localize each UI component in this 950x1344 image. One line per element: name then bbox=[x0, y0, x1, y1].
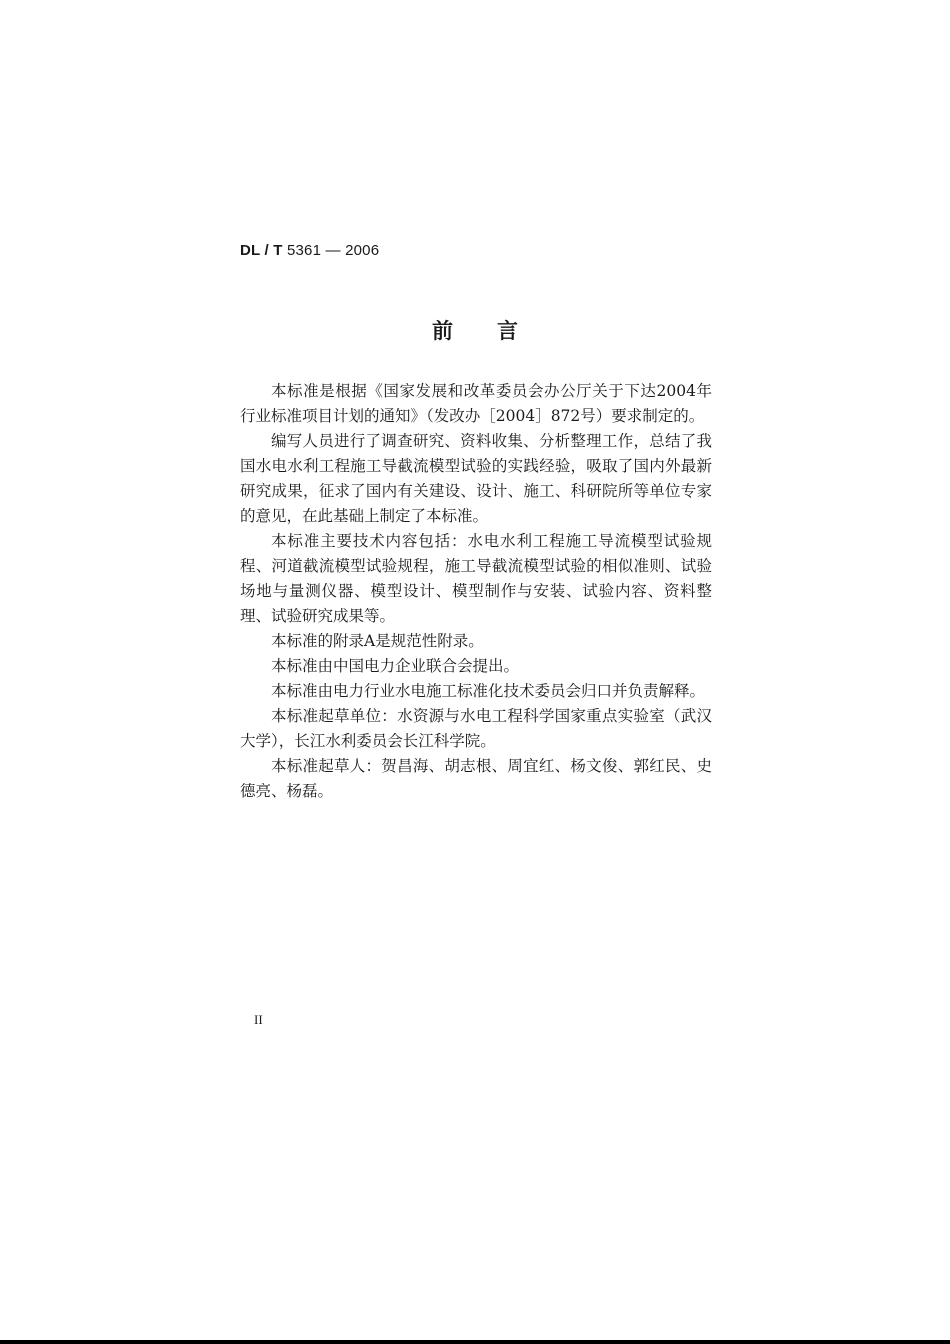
standard-code bbox=[240, 242, 379, 259]
page-number: II bbox=[254, 1012, 263, 1027]
paragraph-basis: 本标准是根据《国家发展和改革委员会办公厅关于下达2004年行业标准项目计划的通知》（发改办［2004］872号）要求制定的。 bbox=[240, 382, 712, 425]
paragraph-appendix: 本标准的附录A是规范性附录。 bbox=[271, 632, 484, 650]
paragraph-proposer: 本标准由中国电力企业联合会提出。 bbox=[271, 657, 520, 675]
foreword-body bbox=[240, 379, 712, 804]
standard-code-prefix: DL / T bbox=[240, 242, 283, 259]
paragraph-interpretation: 本标准由电力行业水电施工标准化技术委员会归口并负责解释。 bbox=[271, 682, 706, 700]
paragraph-main-content: 本标准主要技术内容包括：水电水利工程施工导流模型试验规程、河道截流模型试验规程，施工导截流模型试验的相似准则、试验场地与量测仪器、模型设计、模型制作与安装、试验内容、资料整理、试验研究成果等。 bbox=[240, 532, 712, 625]
title-char-2: 言 bbox=[497, 319, 518, 343]
bottom-border bbox=[0, 1340, 950, 1344]
page-title bbox=[0, 315, 950, 345]
standard-code-number: 5361 — 2006 bbox=[282, 242, 380, 259]
title-char-1: 前 bbox=[432, 319, 453, 343]
paragraph-drafting-process: 编写人员进行了调查研究、资料收集、分析整理工作，总结了我国水电水利工程施工导截流模型试验的实践经验，吸取了国内外最新研究成果，征求了国内有关建设、设计、施工、科研院所等单位专家的意见，在此基础上制定了本标准。 bbox=[240, 432, 712, 525]
paragraph-drafting-units: 本标准起草单位：水资源与水电工程科学国家重点实验室（武汉大学），长江水利委员会长江科学院。 bbox=[240, 707, 712, 750]
paragraph-drafters: 本标准起草人：贺昌海、胡志根、周宜红、杨文俊、郭红民、史德亮、杨磊。 bbox=[240, 757, 712, 800]
